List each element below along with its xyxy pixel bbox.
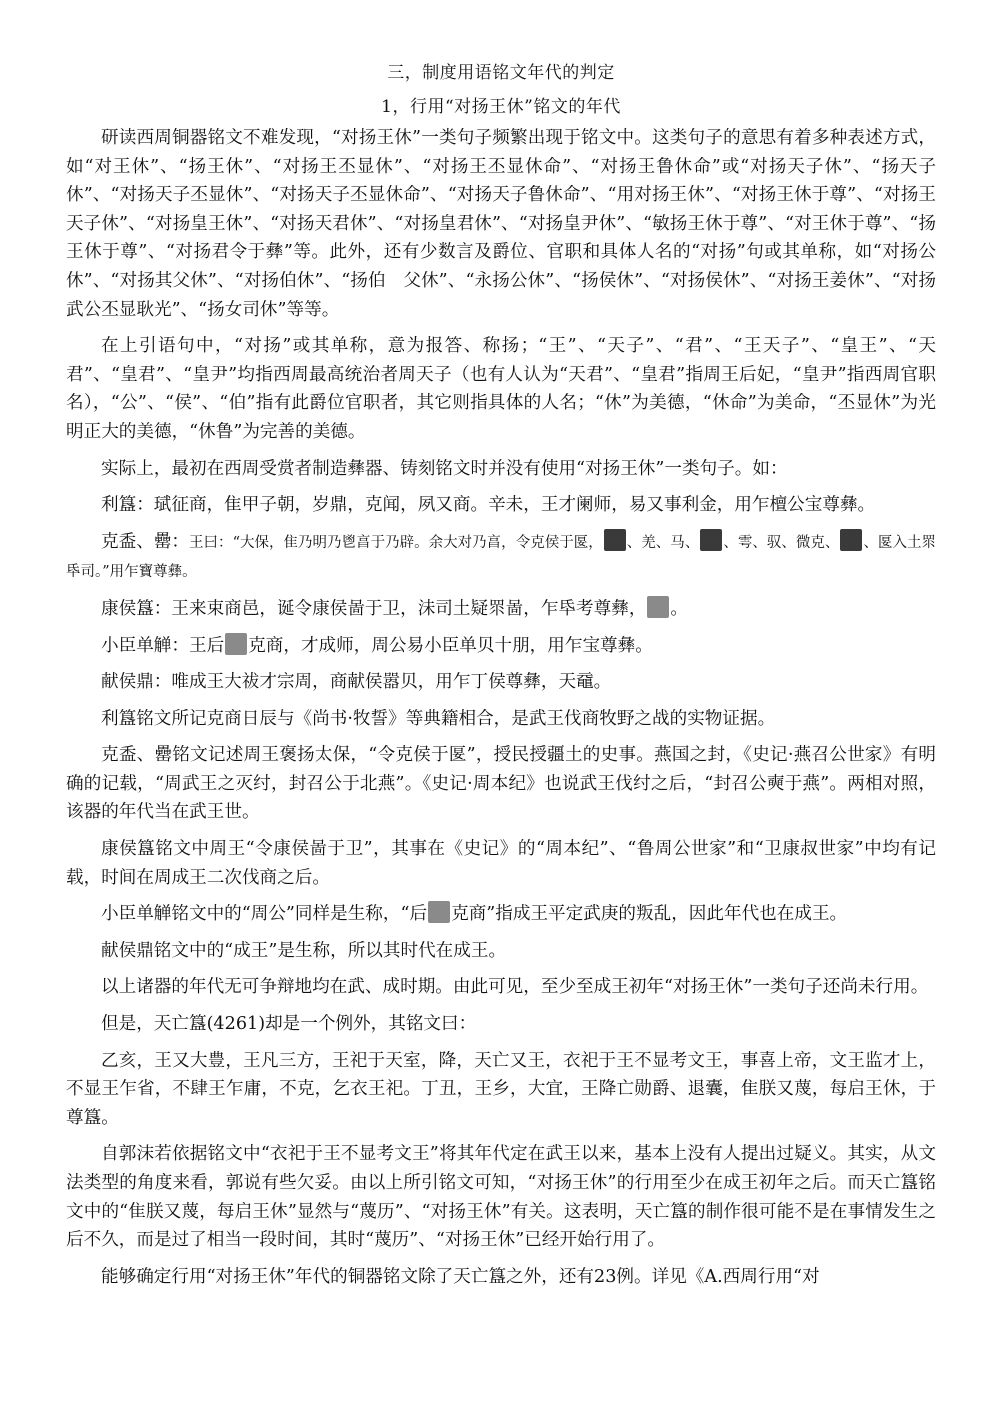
subsection-heading: 1，行用“对扬王休”铭文的年代	[381, 97, 621, 117]
paragraph-14: 以上诸器的年代无可争辩地均在武、成时期。由此可见，至少至成王初年“对扬王休”一类句子还尚未行用。	[101, 977, 929, 998]
kang-hou-text-b: 。	[670, 598, 689, 619]
archaic-glyph-icon	[700, 529, 722, 551]
kang-hou-text-a: 康侯簋：王来束商邑，诞令康侯啚于卫，沬司土疑眔啚，乍氒考尊彝，	[101, 598, 647, 619]
paragraph-xian-hou-ding: 献侯鼎：唯成王大祓才宗周，商献侯嚣贝，用乍丁侯尊彝，天黿。	[101, 672, 612, 693]
archaic-glyph-icon	[428, 901, 450, 923]
paragraph-kang-hou-gui	[66, 595, 936, 624]
ke-he-text-b: 、羌、马、	[626, 534, 700, 551]
archaic-glyph-icon	[840, 529, 862, 551]
paragraph-15: 但是，天亡簋(4261)却是一个例外，其铭文曰：	[101, 1014, 477, 1035]
paragraph-2: 在上引语句中，“对扬”或其单称，意为报答、称扬；“王”、“天子”、“君”、“王天子”、“皇王”、“天君”、“皇君”、“皇尹”均指西周最高统治者周天子（也有人认为“天君”、“皇君”指周王后妃，“皇尹”指西周官职名），“公”、“侯”、“伯”指有此爵位官职者，其它则指具体的人名；“休”为美德，“休命”为美命，“丕显休”为光明正大的美德，“休鲁”为完善的美德。	[66, 336, 936, 442]
ke-he-text-a: 王曰：“大保，隹乃明乃鬯亯于乃辟。余大对乃亯，令克侯于匽，	[189, 534, 603, 551]
archaic-glyph-icon	[647, 596, 669, 618]
p12-text-a: 小臣单觯铭文中的“周公”同样是生称，“后	[101, 904, 428, 925]
paragraph-xiao-chen-dan-zhi	[66, 632, 936, 661]
archaic-glyph-icon	[225, 633, 247, 655]
section-heading: 三，制度用语铭文年代的判定	[387, 63, 615, 83]
paragraph-9: 利簋铭文所记克商日辰与《尚书·牧誓》等典籍相合，是武王伐商牧野之战的实物证据。	[101, 708, 776, 729]
xiao-chen-text-b: 克商，才成师，周公易小臣单贝十朋，用乍宝尊彝。	[248, 635, 653, 656]
paragraph-tian-wang-gui-inscription: 乙亥，王又大豊，王凡三方，王祀于天室，降，天亡又王，衣祀于王不显考文王，事喜上帝，文王监才上，不显王乍省，不肆王乍庸，不克，乞衣王祀。丁丑，王乡，大宜，王降亡勋爵、退囊，隹朕又蔑，每启王休，于尊簋。	[66, 1050, 936, 1128]
paragraph-ke-he	[66, 528, 936, 587]
ke-he-text-c: 、雩、驭、微克、	[723, 534, 840, 551]
xiao-chen-text-a: 小臣单觯：王后	[101, 635, 225, 656]
paragraph-11: 康侯簋铭文中周王“令康侯啚于卫”，其事在《史记》的“周本纪”、“鲁周公世家”和“卫康叔世家”中均有记载，时间在周成王二次伐商之后。	[66, 839, 936, 888]
p12-text-b: 克商”指成王平定武庚的叛乱，因此年代也在成王。	[451, 904, 848, 925]
ke-he-lead: 克盉、罍：	[101, 531, 190, 552]
document-page	[66, 56, 936, 1299]
paragraph-13: 献侯鼎铭文中的“成王”是生称，所以其时代在成王。	[101, 940, 507, 961]
paragraph-li-gui: 利簋：珷征商，隹甲子朝，岁鼎，克闻，夙又商。辛未，王才阑师，易又事利金，用乍檀公宝尊彝。	[101, 495, 876, 516]
archaic-glyph-icon	[604, 529, 626, 551]
paragraph-17: 自郭沫若依据铭文中“衣祀于王不显考文王”将其年代定在武王以来，基本上没有人提出过疑义。其实，从文法类型的角度来看，郭说有些欠妥。由以上所引铭文可知，“对扬王休”的行用至少在成王初年之后。而天亡簋铭文中的“隹朕又蔑，每启王休”显然与“蔑历”、“对扬王休”有关。这表明，天亡簋的制作很可能不是在事情发生之后不久，而是过了相当一段时间，其时“蔑历”、“对扬王休”已经开始行用了。	[66, 1144, 936, 1251]
paragraph-1: 研读西周铜器铭文不难发现，“对扬王休”一类句子频繁出现于铭文中。这类句子的意思有着多种表述方式，如“对王休”、“扬王休”、“对扬王丕显休”、“对扬王丕显休命”、“对扬王鲁休命”或“对扬天子休”、“扬天子休”、“对扬天子丕显休”、“对扬天子丕显休命”、“对扬天子鲁休命”、“用对扬王休”、“对扬王休于尊”、“对扬王天子休”、“对扬皇王休”、“对扬天君休”、“对扬皇君休”、“对扬皇尹休”、“敏扬王休于尊”、“对王休于尊”、“扬王休于尊”、“对扬君令于彝”等。此外，还有少数言及爵位、官职和具体人名的“对扬”句或其单称，如“对扬公休”、“对扬其父休”、“对扬伯休”、“扬伯 父休”、“永扬公休”、“扬侯休”、“对扬侯休”、“对扬王姜休”、“对扬武公丕显耿光”、“扬女司休”等等。	[66, 128, 936, 320]
paragraph-12	[66, 900, 936, 929]
paragraph-3: 实际上，最初在西周受赏者制造彝器、铸刻铭文时并没有使用“对扬王休”一类句子。如：	[101, 458, 788, 479]
ke-he-text-d: 、匽入土眔氒司。”用乍寶尊彝。	[66, 534, 937, 581]
paragraph-10: 克盉、罍铭文记述周王褒扬太保，“令克侯于匽”，授民授疆土的史事。燕国之封，《史记·燕召公世家》有明确的记载，“周武王之灭纣，封召公于北燕”。《史记·周本纪》也说武王伐纣之后，“封召公奭于燕”。两相对照，该器的年代当在武王世。	[66, 745, 936, 823]
paragraph-18: 能够确定行用“对扬王休”年代的铜器铭文除了天亡簋之外，还有23例。详见《A.西周行用“对	[101, 1266, 820, 1287]
